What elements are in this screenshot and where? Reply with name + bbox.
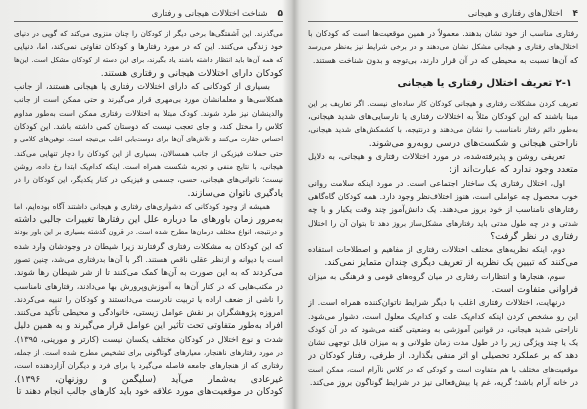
text-line: موقعیت‌های مختلف با هم متفاوت است و کودکی که در کلاس ناآرام است، ممکن است	[308, 364, 578, 374]
paragraph	[308, 97, 578, 150]
text-line: یادگیری ناتوان می‌سازند.	[187, 187, 283, 199]
text-line: و درنتیجه، انواع مختلف درمان‌ها مطرح شده است. در قرون گذشته بسیاری بر این باور بودند	[14, 228, 283, 237]
text-line: شدتی و در چه طول مدتی باید رفتارهای مشکل‌ساز بروز دهد تا بتوان آن را اختلال	[308, 218, 578, 228]
text-line: کودکان دارای اختلالات هیجانی و رفتاری هستند.	[100, 67, 283, 79]
text-line: کودکان در موقعیت‌های مورد علاقه خود باید کارهای جالب انجام دهند تا	[16, 387, 283, 398]
text-line: اول، اختلال رفتاری یک ساختار اجتماعی است. در مورد اینکه سلامت روانی	[308, 178, 565, 188]
paragraph	[14, 200, 283, 399]
text-line: یک یا چند ویژگی زیر را در طول مدت زمان طولانی و به میزان قابل توجهی نشان	[308, 338, 578, 348]
text-line: رفتاری مناسب از خود نشان بدهند. معمولاً در همین موقعیت‌ها است که کودکان با	[308, 29, 578, 38]
text-line: که آن‌ها نسبت به محیطی که در آن قرار دارند، بی‌توجه و بدون شناخت هستند.	[312, 55, 578, 65]
paragraph	[308, 270, 578, 297]
right-page	[295, 0, 587, 409]
text-line: ناراحتی هیجانی و شکست‌های درسی روبه‌رو می‌شوند.	[368, 137, 578, 149]
text-line: شدت و نوع اختلال در کودکان مختلف یکسان نیست (کارتر و مورینی، ۱۳۹۵).	[14, 333, 283, 344]
left-page-body	[14, 27, 283, 399]
running-head-title: اختلال‌های رفتاری و هیجانی	[467, 8, 563, 18]
text-line: که این کودکان به مشکلات رفتاری گرفتارند زیرا شیطان در وجودشان وارد شده	[14, 241, 283, 251]
text-line: به‌طور دائم رفتار نامناسب را نشان می‌دهند و درنتیجه، با کشمکش‌های شدید هیجانی،	[308, 125, 578, 135]
text-line: رفتاری در نظر گرفت؟	[490, 230, 578, 242]
text-line: سوم، هنجارها و انتظارات رفتاری در میان گروه‌های قومی و فرهنگی به میزان	[308, 271, 565, 281]
text-line: افراد به‌طور متفاوتی تحت تأثیر این عوامل قرار می‌گیرند و به همین دلیل	[14, 320, 283, 331]
text-line: این رو مشخص کردن اینکه کدام‌یک علت و کدام‌یک معلول است، دشوار می‌شود.	[308, 311, 578, 321]
text-line: در مورد رفتارهای ناهنجار، معیارهای گوناگونی برای تشخیص مطرح شده است. از جمله،	[14, 348, 283, 358]
paragraph	[308, 27, 578, 67]
text-line: می‌کنند که تبیین یک نظریه از تعریف دیگری چندان متمایز نمی‌کند.	[324, 257, 578, 269]
text-line: امروزه پژوهشگران بر نقش عوامل زیستی، خانوادگی و محیطی تأکید می‌کنند.	[14, 307, 283, 318]
right-page-intro	[308, 27, 578, 67]
running-head	[308, 6, 578, 22]
text-line: غیرعادی به‌شمار می‌آید (سلیگمن و روزنهان، ۱۳۹۶).	[14, 373, 283, 385]
text-line: نیست؛ ناتوانی‌های هیجانی، حسی، جسمی و فیزیکی در کنار یکدیگر، این کودکان را در	[14, 175, 283, 185]
running-head	[14, 6, 283, 22]
text-line: به‌مرور زمان باورهای ما درباره علل این رفتارها تغییرات جالبی داشته	[14, 214, 283, 226]
text-line: اختلال‌های رفتاری و هیجانی مشکل نشان می‌دهند و در برخی شرایط نیز به‌نظر می‌رسد	[308, 42, 578, 52]
text-line: مبنا باشند که این کودکان مثلاً به اختلالات رفتاری یا نارسایی‌های شدید هیجانی،	[308, 111, 578, 122]
paragraph	[14, 80, 283, 200]
text-line: هیجانی، با نتایج منفی و تجربه شکست همراه است. اینکه کدام‌یک ابتدا رخ داده، روشن	[14, 161, 283, 171]
page-number: ۵	[277, 9, 283, 19]
text-line: است یا دیوانه و ازنظر عقلی ناقص هستند. اگر با آن‌ها بدرفتاری می‌شد، چنین تصور	[14, 255, 283, 265]
text-line: را ناشی از ضعف اراده یا تربیت نادرست می‌دانستند و کودکان را تنبیه می‌کردند.	[14, 294, 283, 304]
section-heading: ۲-۱ تعریف اختلال رفتاری یا هیجانی	[397, 77, 572, 89]
text-line: در مکتب‌هایی که در کنار آن‌ها به آموزش‌وپرورش بها می‌دادند، رفتارهای نامناسب	[14, 281, 283, 291]
text-line: دوم، اینکه نظریه‌های مختلف اختلالات رفتاری از مفاهیم و اصطلاحات استفاده	[308, 245, 565, 255]
text-line: رفتارهای نامناسب از خود بروز می‌دهند. یک دانش‌آموز چند وقت یکبار و با چه	[308, 204, 578, 215]
text-line: تعریفی روشن و پذیرفته‌شده، در مورد اختلالات رفتاری و هیجانی، به دلایل	[308, 151, 565, 162]
text-line: همکلاسی‌ها و معلمانشان مورد بی‌مهری قرار می‌گیرند و حتی ممکن است از جانب	[14, 95, 283, 105]
paragraph	[308, 296, 578, 389]
text-line: کلاس را مختل کند، و جای تعجب نیست که دوستان کمی داشته باشد. این کودکان	[14, 122, 283, 132]
text-line: احساس حقارت می‌کنند و تلاش‌های آن‌ها برای دوست‌یابی اغلب بی‌نتیجه است. توهین‌های کلامی و	[14, 135, 283, 144]
paragraph	[308, 243, 578, 270]
text-line: خود زندگی می‌کنند. این که در مورد رفتارها و کودکان تفاوتی نمی‌کند، اما، دنیایی	[14, 42, 283, 52]
text-line: ناراحتی شدید هیجانی، در قوانین آموزشی به وضعیتی گفته می‌شود که در آن کودک	[308, 324, 578, 334]
text-line: خوب محصول چه عواملی است، هنوز اختلاف‌نظر وجود دارد. همه کودکان گاه‌گاهی	[308, 191, 578, 201]
text-line: می‌گذرند. این آشفتگی‌ها برخی دیگر از کودکان را چنان منزوی می‌کند که گویی در دنیای	[14, 29, 283, 38]
right-page-body	[308, 97, 578, 390]
text-line: همیشه از وجود کودکانی که دشواری‌های رفتاری و هیجانی داشتند آگاه بوده‌ایم، اما	[14, 201, 270, 211]
text-line: حتی حملات فیزیکی از جانب همسالان، بسیاری از این کودکان را دچار تنهایی می‌کند.	[14, 148, 283, 158]
page-number: ۴	[572, 9, 578, 19]
text-line: متعدد وجود ندارد که عبارت‌اند از:	[448, 164, 578, 176]
text-line: بسیاری از کودکانی که دارای اختلالات رفتاری یا هیجانی هستند، از جانب	[14, 81, 270, 92]
text-line: می‌کردند که به این صورت به آن‌ها کمک می‌کنند تا از شر شیطان رها شوند.	[14, 267, 283, 278]
left-page	[0, 0, 292, 409]
text-line: فراوانی متفاوت است.	[491, 284, 578, 296]
text-line: در خانه آرام باشد؛ گریه، غم یا بیش‌فعالی نیز در شرایط گوناگون بروز می‌کند.	[309, 377, 578, 388]
text-line: که همه آن‌ها باید انتظار داشته باشند یاد بگیرند، برای این دسته از کودکان مشکل است. این‌ها	[14, 55, 283, 64]
text-line: والدینشان نیز طرد شوند. کودک مبتلا به اختلالات رفتاری ممکن است به‌طور مداوم	[14, 108, 283, 118]
running-head-title: شناخت اختلالات هیجانی و رفتاری	[151, 8, 268, 18]
paragraph	[14, 27, 283, 80]
text-line: تعریف کردن مشکلات رفتاری و هیجانی کودکان کار ساده‌ای نیست. اگر تعاریف بر این	[308, 98, 578, 108]
paragraph	[308, 177, 578, 243]
text-line: دهد که بر عملکرد تحصیلی او اثر منفی بگذارد. از طرفی، رفتار کودکان در	[308, 350, 578, 361]
text-line: رفتاری که از هنجارهای جامعه فاصله می‌گیرد یا برای فرد و دیگران آزاردهنده است،	[14, 361, 283, 371]
paragraph	[308, 150, 578, 177]
text-line: درنهایت، اختلالات رفتاری اغلب با دیگر شرایط ناتوان‌کننده همراه است. از	[308, 297, 565, 308]
